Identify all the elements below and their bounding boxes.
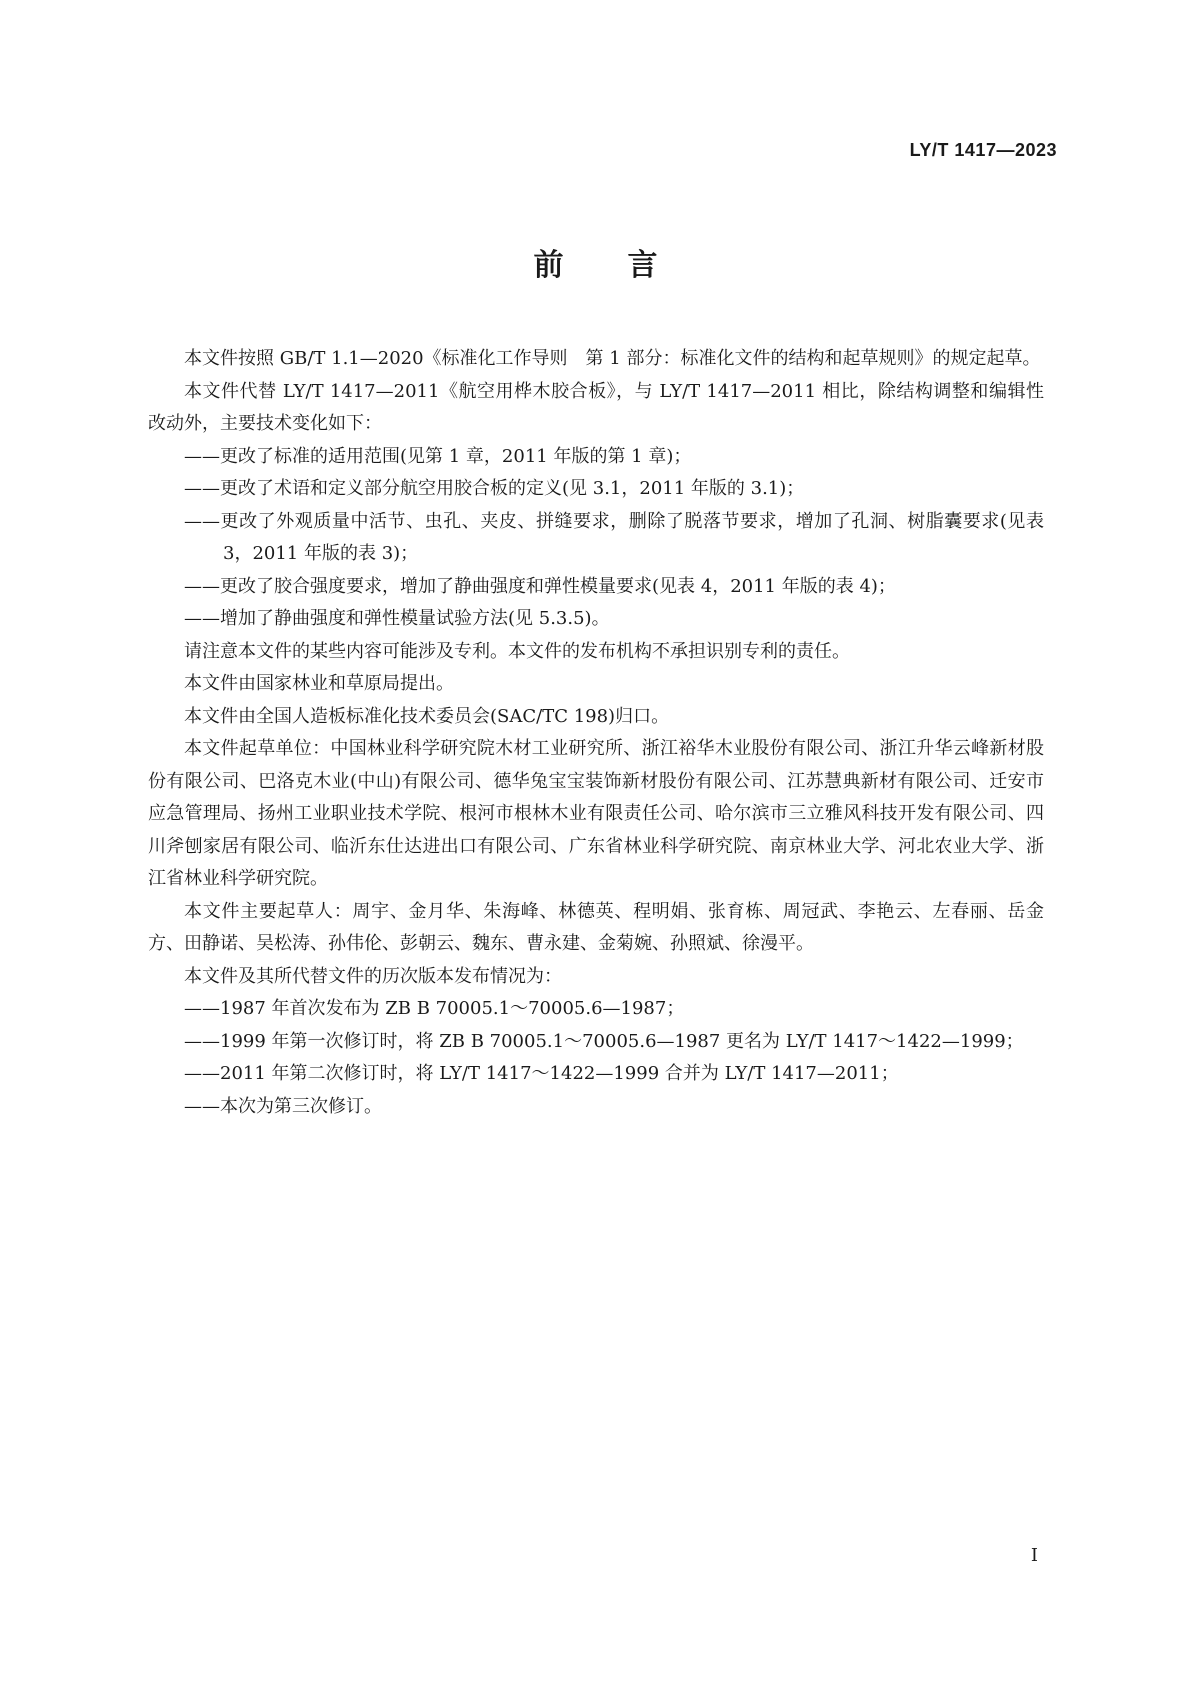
list-item: ——增加了静曲强度和弹性模量试验方法(见 5.3.5)。 bbox=[184, 608, 610, 629]
paragraph: 本文件主要起草人：周宇、金月华、朱海峰、林德英、程明娟、张育栋、周冠武、李艳云、左春丽、岳金方、田静诺、吴松涛、孙伟伦、彭朝云、魏东、曹永建、金菊婉、孙照斌、徐漫平。 bbox=[148, 900, 1044, 954]
list-item: ——2011 年第二次修订时，将 LY/T 1417～1422—1999 合并为 LY/T 1417—2011； bbox=[184, 1063, 899, 1084]
list-item: ——1987 年首次发布为 ZB B 70005.1～70005.6—1987； bbox=[184, 998, 685, 1019]
list-item: ——更改了胶合强度要求，增加了静曲强度和弹性模量要求(见表 4，2011 年版的表 4)； bbox=[184, 575, 896, 597]
list-item: ——更改了标准的适用范围(见第 1 章，2011 年版的第 1 章)； bbox=[184, 445, 692, 467]
paragraph: 本文件起草单位：中国林业科学研究院木材工业研究所、浙江裕华木业股份有限公司、浙江升华云峰新材股份有限公司、巴洛克木业(中山)有限公司、德华兔宝宝装饰新材股份有限公司、江苏慧典新材有限公司、迁安市应急管理局、扬州工业职业技术学院、根河市根林木业有限责任公司、哈尔滨市三立雅风科技开发有限公司、四川斧刨家居有限公司、临沂东仕达进出口有限公司、广东省林业科学研究院、南京林业大学、河北农业大学、浙江省林业科学研究院。 bbox=[148, 738, 1044, 889]
paragraph: 本文件由国家林业和草原局提出。 bbox=[184, 673, 454, 694]
paragraph: 本文件及其所代替文件的历次版本发布情况为： bbox=[184, 965, 562, 987]
list-item: ——1999 年第一次修订时，将 ZB B 70005.1～70005.6—1987 更名为 LY/T 1417～1422—1999； bbox=[184, 1030, 1024, 1052]
paragraph: 请注意本文件的某些内容可能涉及专利。本文件的发布机构不承担识别专利的责任。 bbox=[184, 640, 850, 662]
paragraph: 本文件代替 LY/T 1417—2011《航空用桦木胶合板》，与 LY/T 1417—2011 相比，除结构调整和编辑性改动外，主要技术变化如下： bbox=[148, 380, 1044, 434]
title-char-2: 言 bbox=[627, 248, 658, 283]
foreword-body bbox=[148, 343, 1044, 1123]
document-code: LY/T 1417—2023 bbox=[909, 140, 1057, 160]
list-item: ——更改了术语和定义部分航空用胶合板的定义(见 3.1，2011 年版的 3.1)； bbox=[184, 478, 805, 499]
paragraph: 本文件由全国人造板标准化技术委员会(SAC/TC 198)归口。 bbox=[184, 705, 670, 727]
page-number: I bbox=[1030, 1545, 1038, 1566]
paragraph: 本文件按照 GB/T 1.1—2020《标准化工作导则 第 1 部分：标准化文件的结构和起草规则》的规定起草。 bbox=[184, 348, 1041, 369]
list-item: ——本次为第三次修订。 bbox=[184, 1095, 382, 1117]
title-char-1: 前 bbox=[533, 248, 564, 283]
list-item: ——更改了外观质量中活节、虫孔、夹皮、拼缝要求，删除了脱落节要求，增加了孔洞、树脂囊要求(见表 3，2011 年版的表 3)； bbox=[184, 510, 1044, 564]
page-title bbox=[0, 240, 1191, 284]
